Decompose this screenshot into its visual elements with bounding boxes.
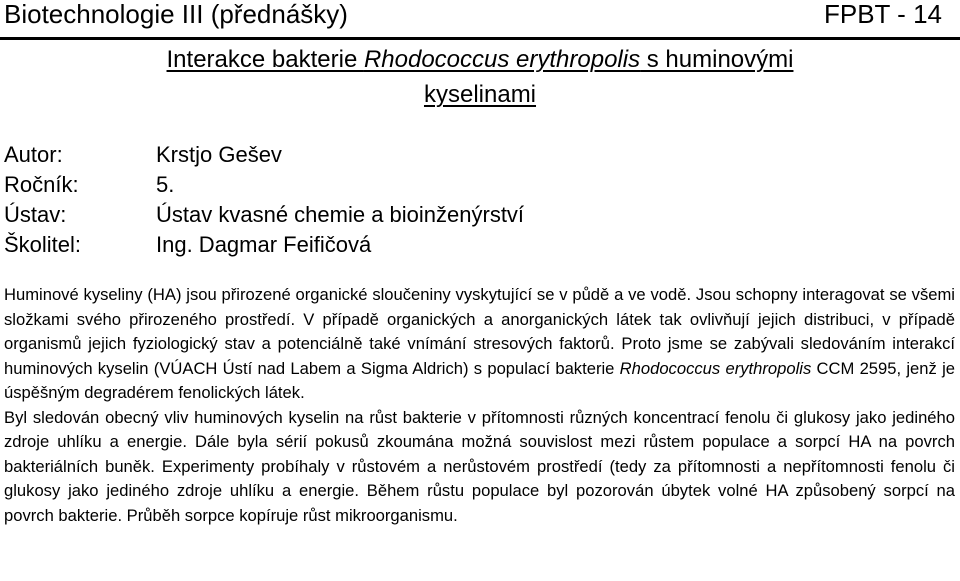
- supervisor-value: Ing. Dagmar Feifičová: [156, 232, 372, 257]
- title-part-2: s huminovými: [640, 46, 794, 73]
- slide-header: [0, 0, 960, 40]
- abstract-p1-organism: Rhodococcus erythropolis: [619, 358, 812, 378]
- author-label: Autor:: [4, 142, 63, 167]
- info-row-year: [4, 170, 524, 200]
- title-organism: Rhodococcus erythropolis: [363, 46, 641, 73]
- institute-label: Ústav:: [4, 202, 67, 227]
- year-value: 5.: [156, 172, 175, 197]
- abstract-p1-text-b: CCM 2595, jenž je úspěšným degradérem fenolických látek.: [4, 358, 955, 402]
- author-info: [4, 140, 524, 260]
- info-row-author: [4, 140, 524, 170]
- abstract-paragraph-1: [4, 283, 955, 406]
- title-line-2: kyselinami: [423, 81, 537, 108]
- title-part-1: Interakce bakterie: [166, 46, 364, 73]
- course-code: FPBT - 14: [823, 0, 942, 29]
- info-row-institute: [4, 200, 524, 230]
- author-value: Krstjo Gešev: [156, 142, 282, 167]
- abstract-p1-text-a: Huminové kyseliny (HA) jsou přirozené organické sloučeniny vyskytující se v půdě a ve vodě. Jsou schopny interagovat se všemi složkami svého přirozeného prostředí. V případě organických a anorganických látek tak ovlivňují jejich distribuci, v případě organismů jejich fyziologický stav a potenciálně také vnímání stresových faktorů. Proto jsme se zabývali sledováním interakcí huminových kyselin (VÚACH Ústí nad Labem a Sigma Aldrich) s populací bakterie: [4, 285, 955, 378]
- document-title: [0, 42, 960, 112]
- info-row-supervisor: [4, 230, 524, 260]
- institute-value: Ústav kvasné chemie a bioinženýrství: [156, 202, 525, 227]
- abstract: [4, 283, 955, 528]
- year-label: Ročník:: [4, 172, 79, 197]
- course-name: Biotechnologie III (přednášky): [4, 0, 348, 29]
- supervisor-label: Školitel:: [4, 232, 82, 257]
- abstract-paragraph-2: Byl sledován obecný vliv huminových kyselin na růst bakterie v přítomnosti různých koncentrací fenolu či glukosy jako jediného zdroje uhlíku a energie. Dále byla sérií pokusů zkoumána možná souvislost mezi růstem populace a sorpcí HA na povrch bakteriálních buněk. Experimenty probíhaly v růstovém a nerůstovém prostředí (tedy za přítomnosti a nepřítomnosti fenolu či glukosy jako jediného zdroje uhlíku a energie. Během růstu populace byl pozorován úbytek volné HA způsobený sorpcí na povrch bakterie. Průběh sorpce kopíruje růst mikroorganismu.: [4, 407, 955, 525]
